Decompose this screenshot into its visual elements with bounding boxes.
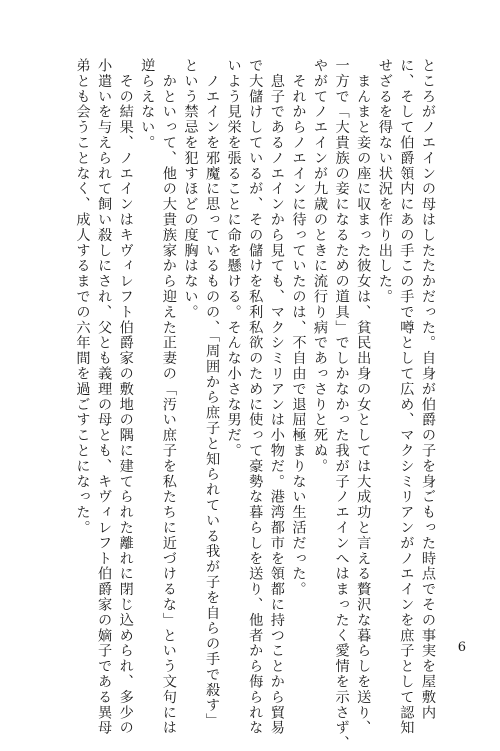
text-line: ノエインを邪魔に思っているものの、「周囲から庶子と知られている我が子を自らの手で殺す」 [204,58,221,729]
body-text [71,58,438,751]
text-line: 弟とも会うことなく、成人するまでの六年間を過ごすことになった。 [74,58,91,536]
text-line: 息子であるノエインから見ても、マクシミリアンは小物だ。港湾都市を領都に持つことから貿易 [268,58,285,736]
text-line: 逆らえない。 [139,58,156,151]
text-line: まんまと妾の座に収まった彼女は、貧民出身の女としては大成功と言える贅沢な暮らしを送り、 [355,58,372,736]
text-line: いよう見栄を張ることに命を懸ける。そんな小さな男だ。 [225,58,242,459]
text-line: それからノエインに待っていたのは、不自由で退屈極まりない生活だった。 [290,58,307,597]
page-number: 6 [457,640,466,655]
text-line: かといって、他の大貴族家から迎えた正妻の「汚い庶子を私たちに近づけるな」という文句には [160,58,177,736]
text-line: ところがノエインの母はしたたかだった。自身が伯爵の子を身ごもった時点でその事実を屋敷内 [420,58,436,721]
text-line: せざるを得ない状況を作り出した。 [376,58,393,305]
text-line: その結果、ノエインはキヴィレフト伯爵家の敷地の隅に建てられた離れに閉じ込められ、多少の [117,58,134,736]
text-line: という禁忌を犯すほどの度胸はない。 [182,58,199,320]
text-line: に、そして伯爵領内にあの手この手で噂として広め、マクシミリアンがノエインを庶子として認知 [398,58,415,736]
text-line: やがてノエインが九歳のときに流行り病であっさりと死ぬ。 [312,58,329,474]
text-line: 一方で「大貴族の妾になるための道具」でしかなかった我が子ノエインへはまったく愛情を示さず、 [333,58,350,751]
text-line: で大儲けしているが、その儲けを私利私欲のために使って豪勢な暮らしを送り、他者から侮られな [247,58,264,736]
text-line: 小遣いを与えられて飼い殺しにされ、父とも義理の母とも、キヴィレフト伯爵家の嫡子である異母 [96,58,113,736]
